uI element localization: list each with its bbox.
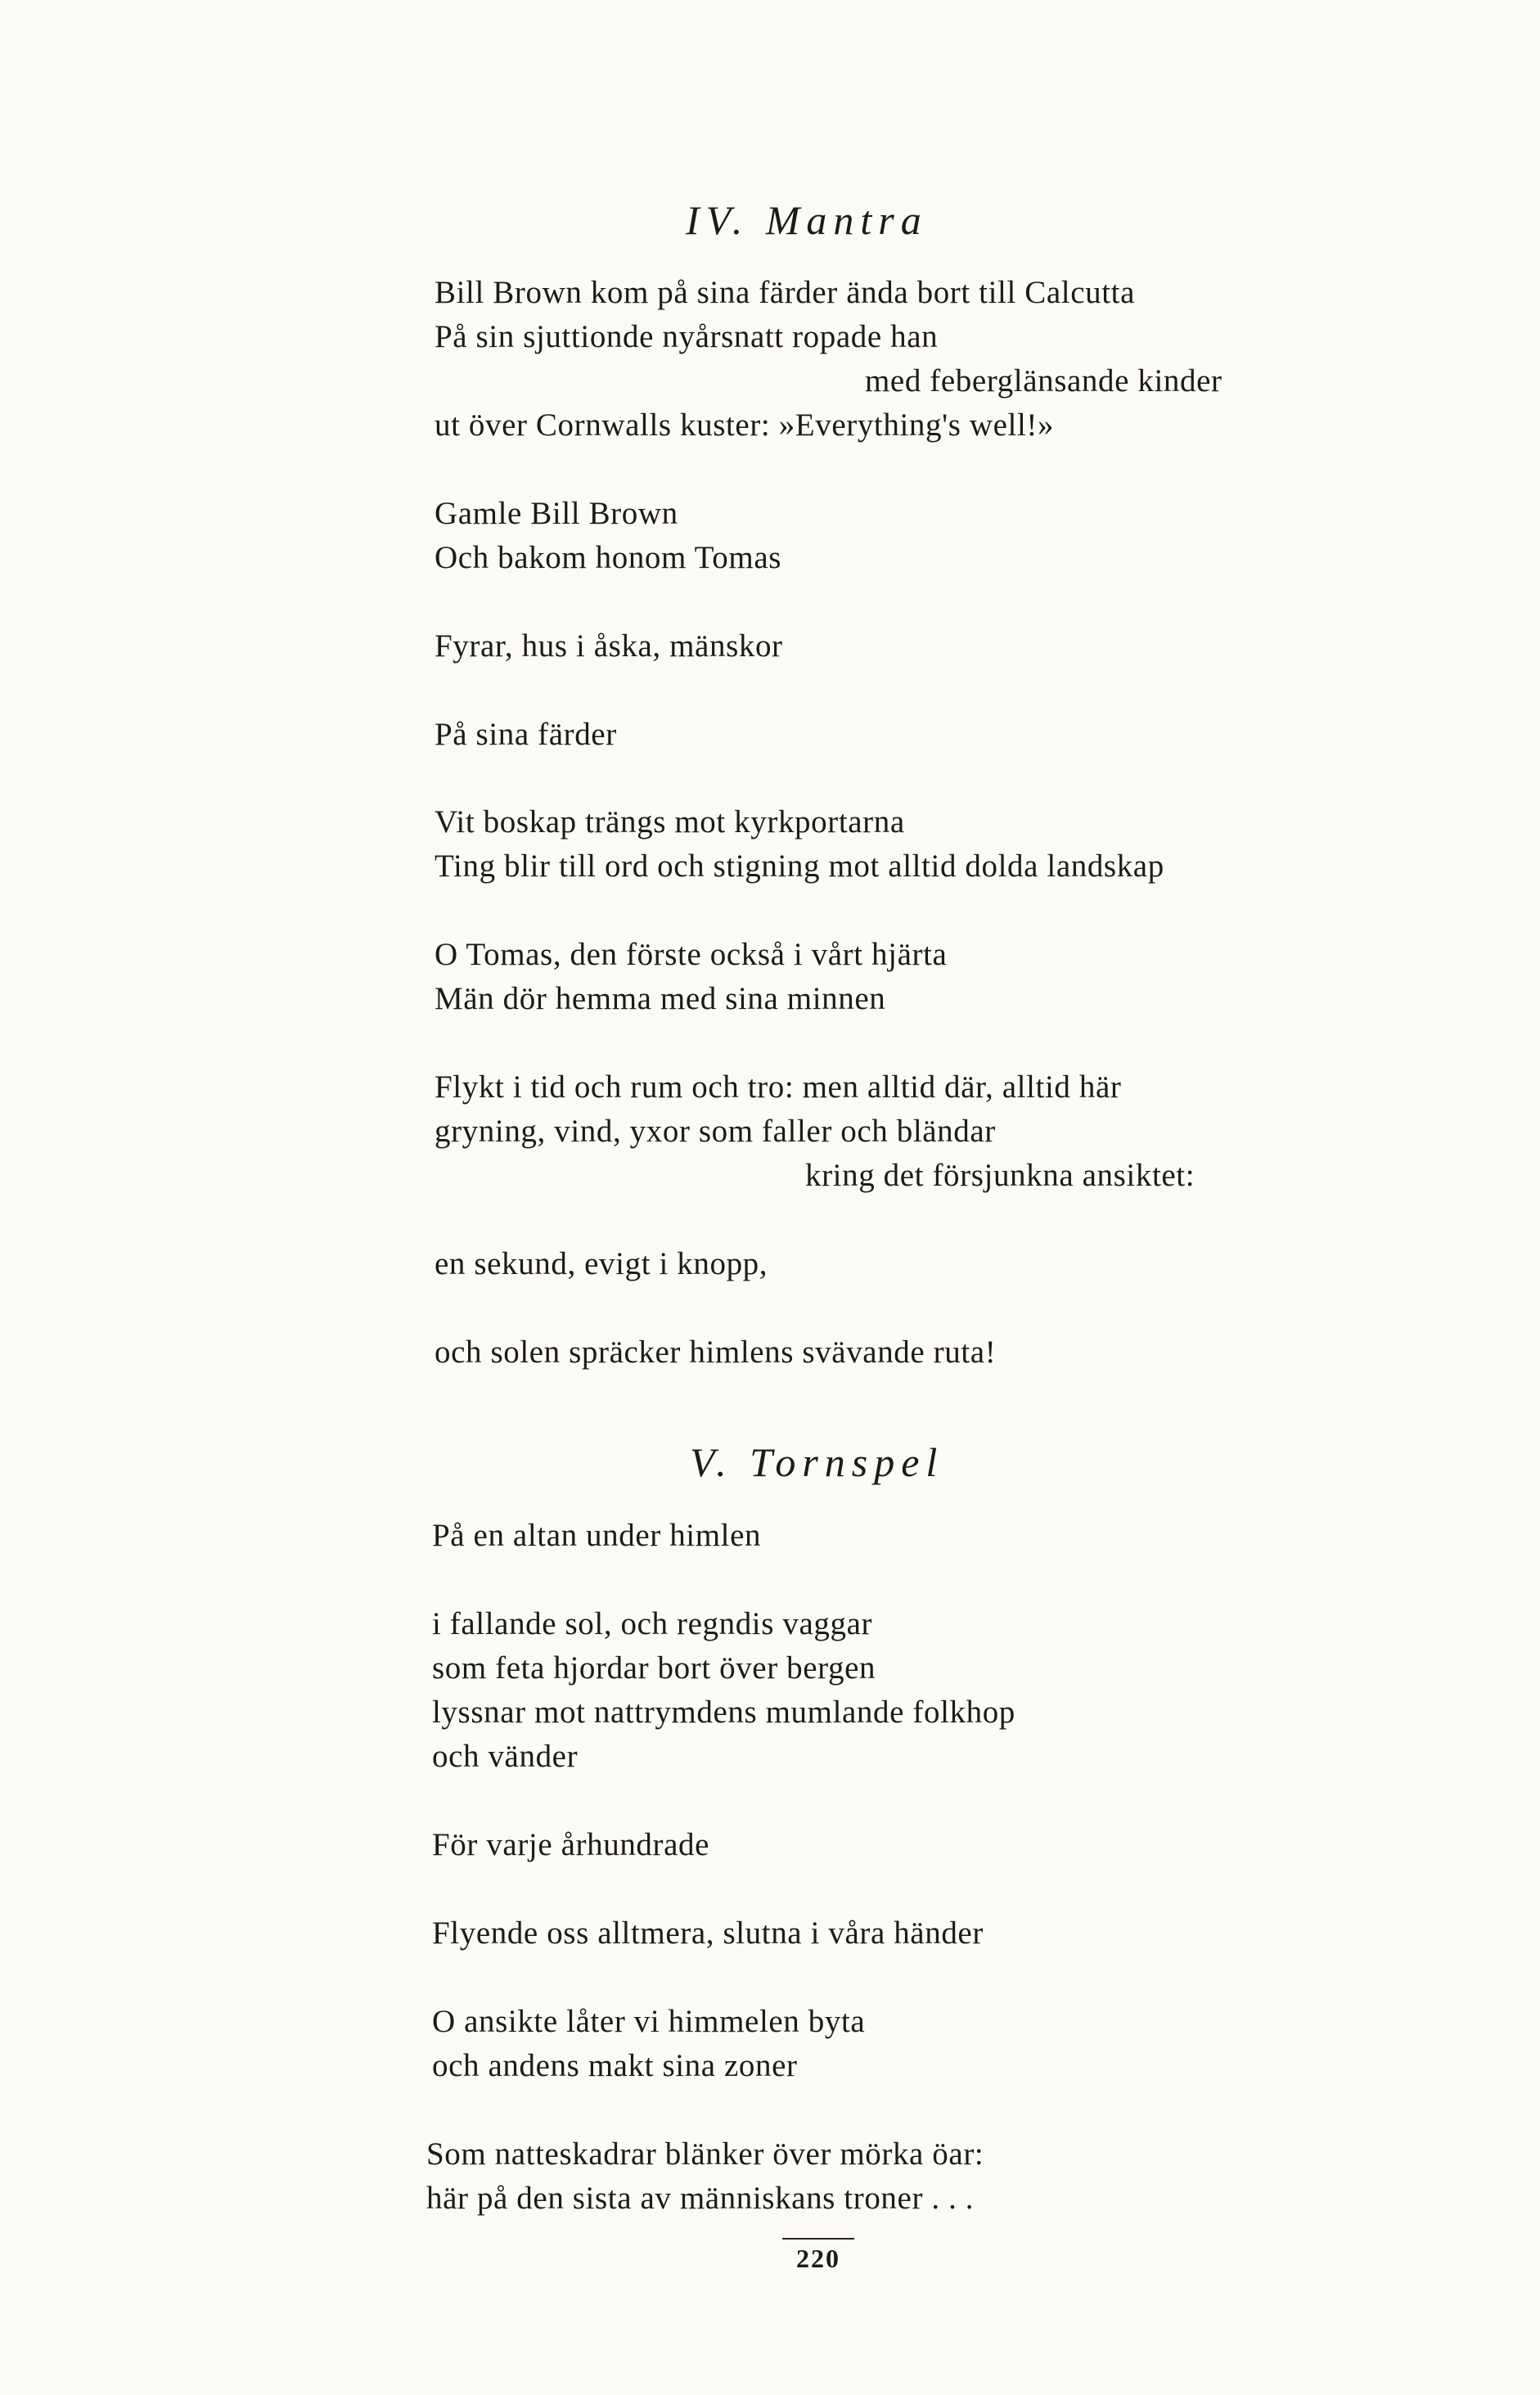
poem-line: Vit boskap trängs mot kyrkportarna (435, 804, 905, 840)
section-title-mantra: IV. Mantra (686, 197, 928, 243)
poem-line: Och bakom honom Tomas (435, 540, 782, 575)
poem-line: Män dör hemma med sina minnen (435, 981, 886, 1016)
poem-line: och andens makt sina zoner (432, 2048, 798, 2083)
poem-line: Ting blir till ord och stigning mot alltid dolda landskap (435, 849, 1164, 884)
poem-line: Flyende oss alltmera, slutna i våra händer (432, 1916, 984, 1951)
poem-line: På sin sjuttionde nyårsnatt ropade han (435, 319, 939, 354)
poem-line: och solen spräcker himlens svävande ruta! (435, 1335, 997, 1370)
poem-line: O Tomas, den förste också i vårt hjärta (435, 937, 948, 972)
poem-line: ut över Cornwalls kuster: »Everything's well!» (435, 407, 1055, 443)
poem-line: med feberglänsande kinder (865, 363, 1223, 398)
poem-line: som feta hjordar bort över bergen (432, 1650, 876, 1686)
poem-line: Som natteskadrar blänker över mörka öar: (426, 2136, 984, 2172)
poem-line: För varje århundrade (432, 1827, 710, 1862)
poem-line: Gamle Bill Brown (435, 496, 678, 531)
poem-line: På sina färder (435, 717, 617, 752)
poem-line: och vänder (432, 1739, 579, 1774)
poem-line: här på den sista av människans troner . . . (426, 2181, 975, 2216)
page-number: 220 (796, 2244, 840, 2273)
page-number-rule (782, 2238, 854, 2240)
poem-line: en sekund, evigt i knopp, (435, 1246, 768, 1281)
poem-line: På en altan under himlen (432, 1518, 762, 1553)
poem-line: lyssnar mot nattrymdens mumlande folkhop (432, 1695, 1015, 1730)
poem-line: kring det försjunkna ansiktet: (805, 1158, 1196, 1193)
section-title-tornspel: V. Tornspel (690, 1439, 944, 1485)
poem-line: Fyrar, hus i åska, mänskor (435, 628, 783, 664)
poem-line: gryning, vind, yxor som faller och bländar (435, 1114, 996, 1149)
poem-line: Bill Brown kom på sina färder ända bort till Calcutta (435, 275, 1136, 310)
poem-line: O ansikte låter vi himmelen byta (432, 2004, 866, 2039)
poem-line: i fallande sol, och regndis vaggar (432, 1606, 873, 1641)
poem-line: Flykt i tid och rum och tro: men alltid där, alltid här (435, 1069, 1122, 1105)
